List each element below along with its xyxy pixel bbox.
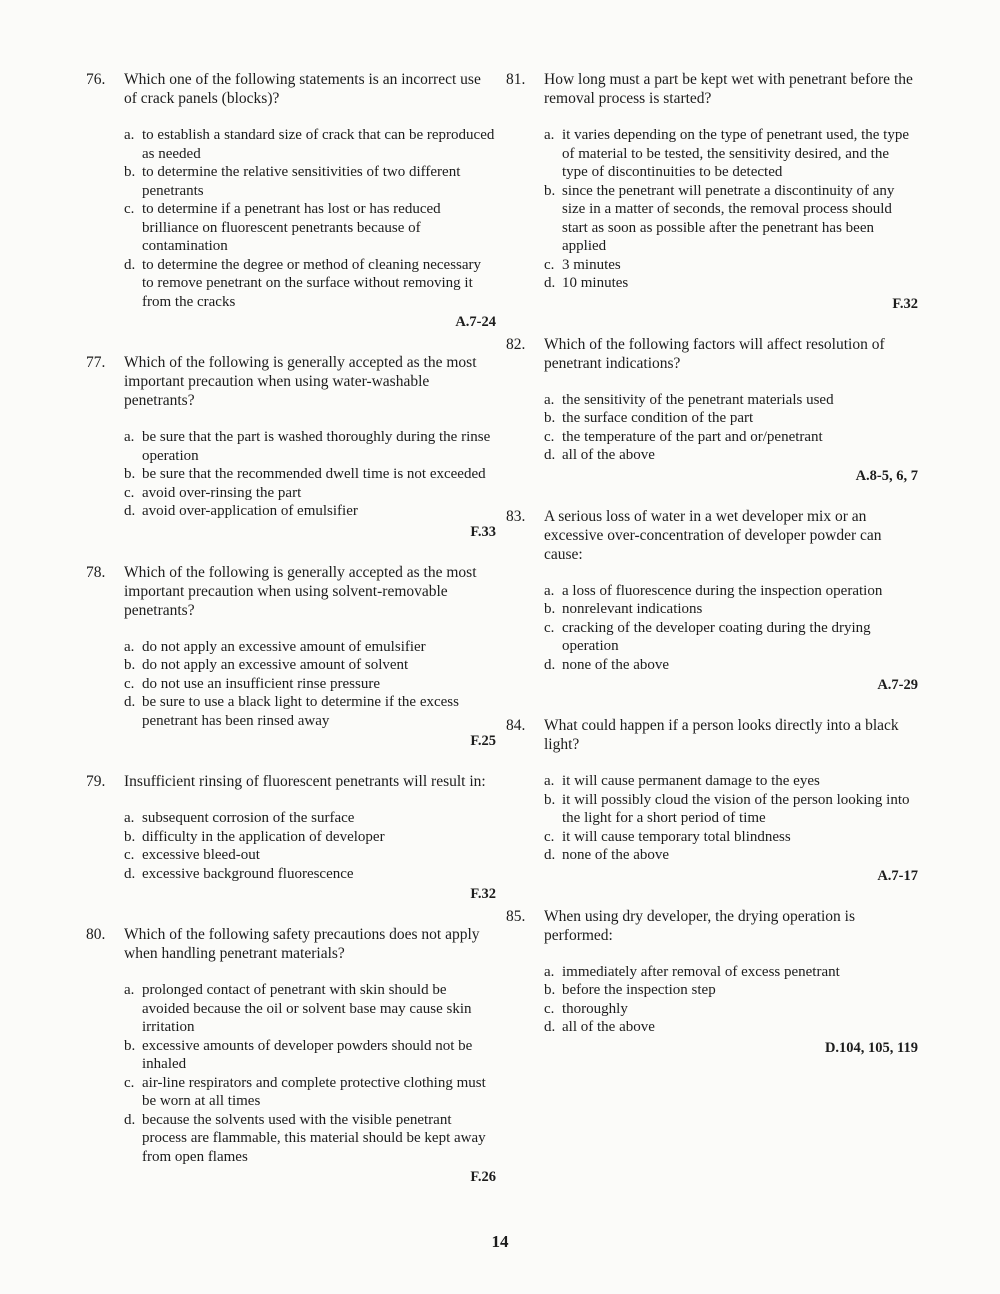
option-c — [544, 256, 918, 275]
option-letter: d. — [124, 256, 136, 273]
option-text: none of the above — [562, 847, 670, 863]
option-letter: b. — [544, 410, 556, 426]
option-letter: d. — [124, 1111, 136, 1128]
question-number: 85. — [506, 907, 526, 925]
option-letter: a. — [544, 391, 555, 408]
answer-options — [544, 126, 918, 293]
option-text: the surface condition of the part — [562, 410, 754, 426]
question-number: 80. — [86, 926, 106, 943]
answer-options — [544, 582, 918, 675]
option-a — [544, 582, 918, 601]
question-text: Which of the following is generally accepted as the most important precaution when using water-washable penetrants? — [124, 354, 477, 409]
option-a — [544, 391, 918, 410]
question-text: Which of the following factors will affect resolution of penetrant indications? — [544, 335, 885, 372]
option-a — [124, 809, 496, 828]
option-text: do not use an insufficient rinse pressure — [142, 675, 381, 692]
option-d — [124, 1111, 496, 1167]
option-text: avoid over-application of emulsifier — [142, 503, 358, 519]
option-text: immediately after removal of excess penetrant — [562, 963, 840, 980]
option-c — [544, 828, 918, 847]
option-letter: d. — [544, 1019, 556, 1035]
option-c — [124, 1074, 496, 1111]
option-letter: b. — [544, 182, 556, 199]
option-text: it will possibly cloud the vision of the person looking into the light for a short period of time — [562, 791, 910, 826]
answer-options — [124, 428, 496, 521]
reference-code: F.32 — [892, 295, 918, 312]
option-text: 10 minutes — [562, 275, 629, 291]
reference-code: F.33 — [470, 523, 496, 540]
option-text: because the solvents used with the visible penetrant process are flammable, this material should be kept away from open flames — [142, 1111, 486, 1165]
option-letter: b. — [124, 657, 136, 673]
option-text: to establish a standard size of crack that can be reproduced as needed — [142, 127, 495, 162]
option-letter: a. — [124, 127, 135, 143]
option-text: the temperature of the part and or/penetrant — [562, 428, 823, 445]
option-text: all of the above — [562, 1019, 655, 1035]
option-text: be sure that the part is washed thoroughly during the rinse operation — [142, 429, 491, 464]
option-d — [544, 274, 918, 293]
option-b — [544, 600, 918, 619]
reference-code: A.8-5, 6, 7 — [855, 467, 918, 484]
option-text: since the penetrant will penetrate a discontinuity of any size in a matter of seconds, the removal process should start as soon as possible after the penetrant has been applied — [562, 182, 895, 254]
option-letter: b. — [544, 791, 556, 808]
answer-options — [124, 126, 496, 311]
option-text: difficulty in the application of developer — [142, 828, 385, 845]
option-b — [124, 828, 496, 847]
question-text: Insufficient rinsing of fluorescent penetrants will result in: — [124, 773, 486, 790]
option-d — [544, 1018, 918, 1037]
answer-options — [544, 772, 918, 865]
option-c — [544, 619, 918, 656]
option-text: excessive amounts of developer powders should not be inhaled — [142, 1037, 473, 1072]
question-83 — [506, 507, 918, 695]
option-text: to determine the relative sensitivities of two different penetrants — [142, 164, 461, 199]
question-text: Which of the following is generally accepted as the most important precaution when using solvent-removable penetrants? — [124, 563, 477, 619]
option-b — [544, 981, 918, 1000]
option-a — [124, 638, 496, 657]
option-letter: d. — [544, 275, 556, 291]
option-text: to determine the degree or method of cleaning necessary to remove penetrant on the surface without removing it from the cracks — [142, 256, 482, 310]
left-column — [86, 70, 496, 1208]
option-text: all of the above — [562, 447, 655, 463]
option-letter: c. — [544, 828, 555, 845]
option-letter: c. — [544, 619, 555, 636]
question-number: 84. — [506, 717, 526, 734]
option-letter: a. — [124, 982, 135, 998]
option-letter: c. — [124, 484, 135, 501]
option-b — [124, 465, 496, 484]
option-letter: d. — [544, 656, 556, 673]
option-text: prolonged contact of penetrant with skin should be avoided because the oil or solvent base may cause skin irritation — [142, 982, 472, 1035]
option-b — [124, 163, 496, 200]
option-letter: c. — [124, 675, 135, 692]
question-text: When using dry developer, the drying operation is performed: — [544, 907, 856, 944]
option-text: excessive background fluorescence — [142, 865, 354, 882]
question-number: 81. — [506, 71, 526, 88]
option-letter: b. — [544, 982, 556, 998]
answer-options — [124, 809, 496, 883]
option-text: before the inspection step — [562, 982, 716, 998]
question-79 — [86, 772, 496, 903]
option-text: excessive bleed-out — [142, 847, 260, 863]
option-text: it will cause temporary total blindness — [562, 828, 791, 845]
option-b — [544, 409, 918, 428]
option-b — [124, 1037, 496, 1074]
option-b — [544, 182, 918, 256]
option-text: air-line respirators and complete protective clothing must be worn at all times — [142, 1074, 486, 1109]
page-number: 14 — [491, 1232, 509, 1251]
option-text: be sure to use a black light to determine if the excess penetrant has been rinsed away — [142, 694, 459, 729]
option-d — [544, 656, 918, 675]
reference-code: A.7-24 — [455, 314, 496, 330]
question-80 — [86, 925, 496, 1186]
question-82 — [506, 335, 918, 485]
question-81 — [506, 70, 918, 313]
option-letter: d. — [124, 694, 136, 710]
option-letter: d. — [124, 503, 136, 519]
option-letter: d. — [544, 847, 556, 863]
answer-options — [544, 391, 918, 465]
option-letter: b. — [124, 1037, 136, 1054]
option-c — [124, 675, 496, 694]
option-letter: a. — [124, 810, 135, 826]
option-letter: a. — [544, 963, 555, 980]
option-d — [544, 846, 918, 865]
option-letter: d. — [544, 447, 556, 463]
option-text: a loss of fluorescence during the inspection operation — [562, 582, 883, 599]
option-letter: c. — [124, 1074, 135, 1091]
reference-code: F.26 — [470, 1169, 496, 1185]
option-text: subsequent corrosion of the surface — [142, 810, 355, 826]
option-d — [124, 256, 496, 312]
option-c — [544, 1000, 918, 1019]
option-letter: c. — [124, 847, 135, 863]
question-text: What could happen if a person looks directly into a black light? — [544, 717, 899, 753]
option-letter: a. — [544, 127, 555, 143]
option-b — [544, 791, 918, 828]
option-text: the sensitivity of the penetrant materials used — [562, 391, 834, 408]
option-letter: b. — [544, 601, 556, 617]
option-text: it will cause permanent damage to the eyes — [562, 773, 820, 789]
option-text: be sure that the recommended dwell time is not exceeded — [142, 466, 486, 482]
option-c — [124, 846, 496, 865]
question-number: 78. — [86, 563, 106, 581]
reference-code: D.104, 105, 119 — [824, 1039, 918, 1056]
option-b — [124, 656, 496, 675]
question-number: 76. — [86, 71, 106, 88]
option-c — [124, 200, 496, 256]
option-d — [124, 502, 496, 521]
reference-code: A.7-29 — [877, 677, 918, 693]
question-text: How long must a part be kept wet with penetrant before the removal process is started? — [544, 71, 913, 107]
reference-code: A.7-17 — [877, 867, 918, 884]
option-letter: a. — [124, 429, 135, 445]
option-text: nonrelevant indications — [562, 601, 703, 617]
option-text: avoid over-rinsing the part — [142, 484, 302, 501]
option-a — [544, 963, 918, 982]
option-d — [124, 865, 496, 884]
option-text: none of the above — [562, 656, 670, 673]
option-letter: a. — [544, 773, 555, 789]
option-letter: a. — [124, 638, 135, 655]
answer-options — [544, 963, 918, 1037]
option-text: do not apply an excessive amount of solvent — [142, 657, 409, 673]
question-84 — [506, 716, 918, 885]
option-text: 3 minutes — [562, 256, 621, 273]
option-d — [544, 446, 918, 465]
option-a — [544, 772, 918, 791]
reference-code: F.25 — [470, 733, 496, 749]
question-number: 83. — [506, 507, 526, 525]
option-letter: c. — [544, 256, 555, 273]
option-letter: c. — [544, 428, 555, 445]
option-a — [124, 126, 496, 163]
option-c — [124, 484, 496, 503]
option-letter: d. — [124, 865, 136, 882]
option-text: thoroughly — [562, 1000, 628, 1017]
question-text: A serious loss of water in a wet developer mix or an excessive over-concentration of developer powder can cause: — [544, 507, 882, 563]
option-c — [544, 428, 918, 447]
option-text: it varies depending on the type of penetrant used, the type of material to be tested, the sensitivity desired, and the type of discontinuities to be detected — [562, 127, 909, 180]
option-letter: b. — [124, 466, 136, 482]
reference-code: F.32 — [470, 886, 496, 902]
question-77 — [86, 353, 496, 541]
option-text: cracking of the developer coating during the drying operation — [562, 619, 871, 654]
option-letter: c. — [124, 201, 135, 217]
answer-options — [124, 981, 496, 1166]
question-76 — [86, 70, 496, 331]
question-78 — [86, 563, 496, 751]
option-text: do not apply an excessive amount of emulsifier — [142, 638, 426, 655]
question-number: 82. — [506, 335, 526, 353]
option-a — [544, 126, 918, 182]
question-85 — [506, 907, 918, 1057]
option-letter: b. — [124, 164, 136, 180]
question-number: 77. — [86, 354, 106, 371]
right-column — [506, 70, 918, 1079]
option-letter: a. — [544, 582, 555, 599]
question-number: 79. — [86, 773, 106, 790]
option-d — [124, 693, 496, 730]
option-letter: b. — [124, 828, 136, 845]
option-a — [124, 428, 496, 465]
question-text: Which one of the following statements is an incorrect use of crack panels (blocks)? — [124, 71, 481, 107]
option-letter: c. — [544, 1000, 555, 1017]
option-a — [124, 981, 496, 1037]
answer-options — [124, 638, 496, 731]
option-text: to determine if a penetrant has lost or has reduced brilliance on fluorescent penetrants because of contamination — [142, 201, 441, 254]
question-text: Which of the following safety precautions does not apply when handling penetrant materials? — [124, 926, 480, 962]
